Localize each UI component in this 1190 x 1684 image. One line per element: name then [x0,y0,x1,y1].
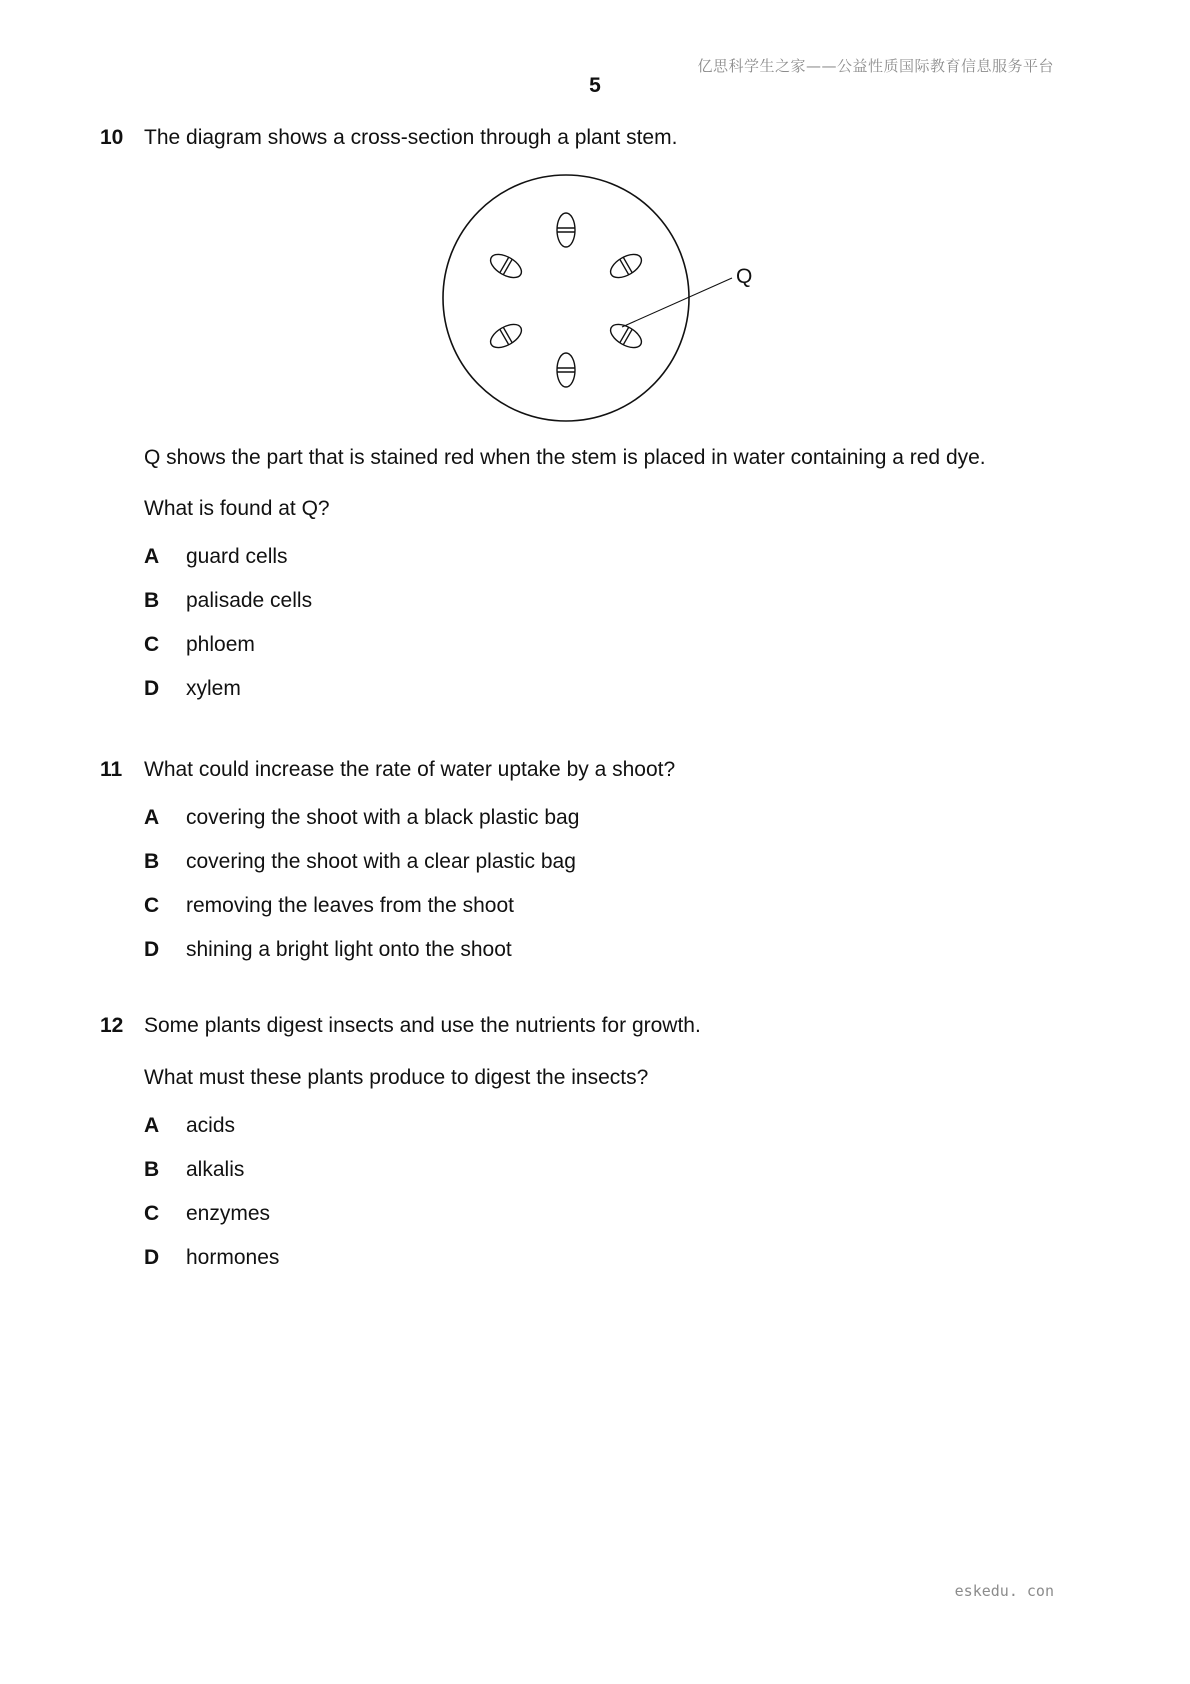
option-text: phloem [186,633,255,656]
option-letter: B [144,1158,160,1181]
option-text: removing the leaves from the shoot [186,894,515,917]
option-b[interactable] [144,850,576,874]
vascular-bundle-lower-left [487,320,525,353]
question-number: 10 [100,126,124,149]
option-text: xylem [186,677,241,700]
option-letter: A [144,806,160,829]
option-text: alkalis [186,1158,245,1181]
label-q: Q [736,265,753,288]
option-b[interactable] [144,1158,244,1182]
question-prompt: What is found at Q? [144,497,330,520]
footer-watermark: eskedu. con [954,1582,1054,1600]
option-d[interactable] [144,938,512,962]
option-letter: B [144,850,160,873]
option-letter: B [144,589,160,612]
header-watermark: 亿思科学生之家——公益性质国际教育信息服务平台 [697,57,1054,75]
question-text: What could increase the rate of water uptake by a shoot? [144,758,676,781]
option-letter: A [144,1114,160,1137]
option-c[interactable] [144,1202,270,1226]
page-number: 5 [589,74,601,97]
option-letter: A [144,545,160,568]
vascular-bundle-lower-right [607,320,645,353]
option-text: shining a bright light onto the shoot [186,938,512,961]
option-c[interactable] [144,633,255,657]
question-text: The diagram shows a cross-section through a plant stem. [144,126,678,149]
option-a[interactable] [144,1114,235,1138]
question-context: Q shows the part that is stained red when the stem is placed in water containing a red dye. [144,446,986,469]
question-number: 11 [100,758,123,781]
option-b[interactable] [144,589,312,613]
option-text: covering the shoot with a clear plastic bag [186,850,576,873]
option-text: hormones [186,1246,280,1269]
option-letter: D [144,677,160,700]
option-letter: C [144,1202,160,1225]
option-d[interactable] [144,677,241,701]
vascular-bundle-upper-left [487,250,525,283]
question-prompt: What must these plants produce to digest the insects? [144,1066,649,1089]
question-text: Some plants digest insects and use the nutrients for growth. [144,1014,701,1037]
option-text: palisade cells [186,589,313,612]
option-letter: D [144,1246,160,1269]
option-letter: C [144,894,160,917]
option-letter: C [144,633,160,656]
vascular-bundle-bottom [557,353,575,387]
vascular-bundle-top [557,213,575,247]
option-text: acids [186,1114,236,1137]
option-text: guard cells [186,545,288,568]
stem-cross-section-diagram [440,172,770,432]
option-letter: D [144,938,160,961]
option-text: covering the shoot with a black plastic bag [186,806,580,829]
stem-outline [443,175,689,421]
option-d[interactable] [144,1246,279,1270]
option-c[interactable] [144,894,514,918]
label-q-leader-line [622,278,732,327]
vascular-bundle-upper-right [607,250,645,283]
option-a[interactable] [144,545,288,569]
option-a[interactable] [144,806,579,830]
question-number: 12 [100,1014,124,1037]
option-text: enzymes [186,1202,271,1225]
